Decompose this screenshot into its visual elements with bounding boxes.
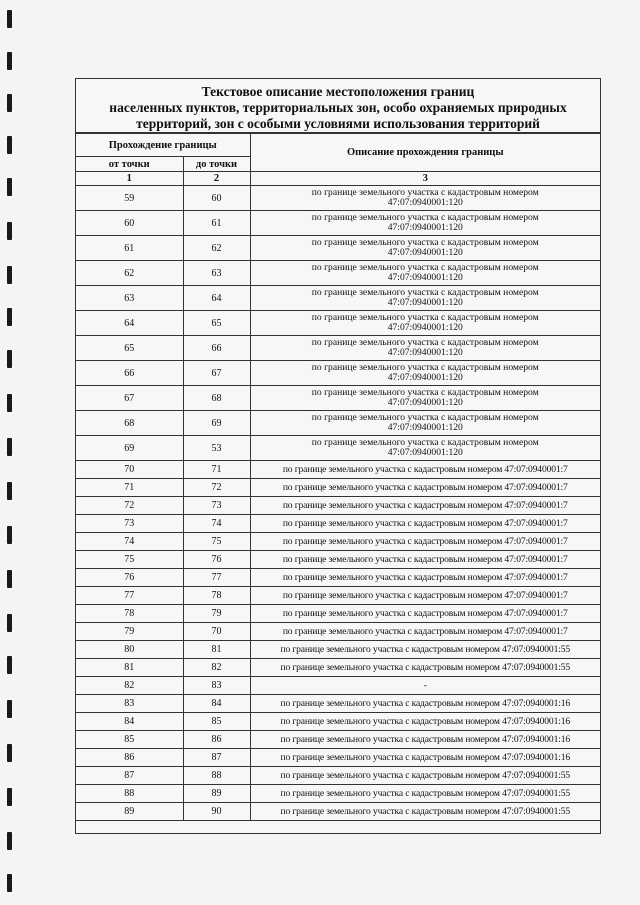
to-point-cell: 60 — [183, 186, 250, 211]
header-boundary-passage: Прохождение границы — [76, 134, 250, 157]
to-point-cell: 62 — [183, 236, 250, 261]
binding-hole-mark — [7, 178, 12, 196]
table-row — [76, 286, 600, 311]
table-row — [76, 361, 600, 386]
from-point-cell: 82 — [76, 677, 183, 695]
binding-hole-mark — [7, 94, 12, 112]
description-line: 47:07:0940001:120 — [387, 197, 463, 208]
description-line: по границе земельного участка с кадастровым номером 47:07:0940001:16 — [280, 715, 571, 727]
to-point-cell: 76 — [183, 551, 250, 569]
table-row — [76, 749, 600, 767]
from-point-cell: 81 — [76, 659, 183, 677]
table-row — [76, 803, 600, 821]
to-point-cell: 90 — [183, 803, 250, 821]
to-point-cell: 85 — [183, 713, 250, 731]
table-row — [76, 731, 600, 749]
description-line: 47:07:0940001:120 — [387, 422, 463, 433]
from-point-cell: 73 — [76, 515, 183, 533]
description-cell — [250, 695, 600, 713]
binding-hole-mark — [7, 700, 12, 718]
binding-hole-mark — [7, 10, 12, 28]
description-line: по границе земельного участка с кадастровым номером — [311, 187, 539, 198]
column-number: 3 — [250, 172, 600, 186]
description-cell — [250, 186, 600, 211]
from-point-cell: 66 — [76, 361, 183, 386]
table-row — [76, 533, 600, 551]
table-row — [76, 479, 600, 497]
description-line: 47:07:0940001:120 — [387, 397, 463, 408]
description-line: 47:07:0940001:120 — [387, 297, 463, 308]
binding-hole-mark — [7, 438, 12, 456]
binding-hole-mark — [7, 308, 12, 326]
binding-hole-mark — [7, 570, 12, 588]
table-row — [76, 659, 600, 677]
table-row — [76, 677, 600, 695]
description-line: по границе земельного участка с кадастровым номером 47:07:0940001:16 — [280, 697, 571, 709]
to-point-cell: 65 — [183, 311, 250, 336]
description-cell — [250, 515, 600, 533]
binding-hole-mark — [7, 788, 12, 806]
description-line: 47:07:0940001:120 — [387, 222, 463, 233]
description-cell — [250, 497, 600, 515]
description-line: по границе земельного участка с кадастровым номером 47:07:0940001:7 — [282, 625, 568, 637]
description-line: по границе земельного участка с кадастровым номером 47:07:0940001:7 — [282, 463, 568, 475]
title-line-1: Текстовое описание местоположения границ — [201, 84, 475, 99]
description-line: по границе земельного участка с кадастровым номером 47:07:0940001:7 — [282, 571, 568, 583]
description-line: по границе земельного участка с кадастровым номером — [311, 387, 539, 398]
binding-hole-mark — [7, 744, 12, 762]
to-point-cell: 82 — [183, 659, 250, 677]
description-line: по границе земельного участка с кадастровым номером 47:07:0940001:7 — [282, 607, 568, 619]
binding-hole-mark — [7, 394, 12, 412]
table-row — [76, 461, 600, 479]
description-cell — [250, 479, 600, 497]
from-point-cell: 67 — [76, 386, 183, 411]
to-point-cell: 66 — [183, 336, 250, 361]
to-point-cell: 74 — [183, 515, 250, 533]
description-cell — [250, 623, 600, 641]
table-row — [76, 515, 600, 533]
description-line: 47:07:0940001:120 — [387, 272, 463, 283]
description-line: 47:07:0940001:120 — [387, 247, 463, 258]
description-cell — [250, 286, 600, 311]
from-point-cell: 78 — [76, 605, 183, 623]
description-line: 47:07:0940001:120 — [387, 447, 463, 458]
from-point-cell: 83 — [76, 695, 183, 713]
from-point-cell: 80 — [76, 641, 183, 659]
to-point-cell: 68 — [183, 386, 250, 411]
description-cell — [250, 641, 600, 659]
description-line: 47:07:0940001:120 — [387, 322, 463, 333]
binding-hole-mark — [7, 222, 12, 240]
table-row — [76, 605, 600, 623]
description-line: по границе земельного участка с кадастровым номером 47:07:0940001:7 — [282, 481, 568, 493]
table-row — [76, 386, 600, 411]
from-point-cell: 84 — [76, 713, 183, 731]
from-point-cell: 59 — [76, 186, 183, 211]
from-point-cell: 69 — [76, 436, 183, 461]
from-point-cell: 76 — [76, 569, 183, 587]
from-point-cell: 87 — [76, 767, 183, 785]
binding-hole-mark — [7, 614, 12, 632]
binding-hole-mark — [7, 482, 12, 500]
table-row — [76, 186, 600, 211]
binding-hole-mark — [7, 656, 12, 674]
to-point-cell: 79 — [183, 605, 250, 623]
description-line: по границе земельного участка с кадастровым номером — [311, 337, 539, 348]
to-point-cell: 81 — [183, 641, 250, 659]
to-point-cell: 88 — [183, 767, 250, 785]
title-line-2: населенных пунктов, территориальных зон, особо охраняемых природных — [109, 100, 567, 115]
to-point-cell: 83 — [183, 677, 250, 695]
document-title — [76, 79, 600, 133]
to-point-cell: 53 — [183, 436, 250, 461]
description-cell — [250, 551, 600, 569]
description-cell — [250, 749, 600, 767]
description-cell — [250, 587, 600, 605]
description-line: по границе земельного участка с кадастровым номером 47:07:0940001:55 — [280, 805, 571, 817]
table-row — [76, 236, 600, 261]
description-cell — [250, 713, 600, 731]
description-cell — [250, 411, 600, 436]
description-cell — [250, 569, 600, 587]
binding-hole-mark — [7, 874, 12, 892]
to-point-cell: 64 — [183, 286, 250, 311]
description-line: по границе земельного участка с кадастровым номером 47:07:0940001:55 — [280, 661, 571, 673]
description-cell — [250, 236, 600, 261]
table-row — [76, 785, 600, 803]
to-point-cell: 86 — [183, 731, 250, 749]
to-point-cell: 61 — [183, 211, 250, 236]
from-point-cell: 63 — [76, 286, 183, 311]
from-point-cell: 74 — [76, 533, 183, 551]
header-description: Описание прохождения границы — [250, 134, 600, 172]
binding-hole-mark — [7, 266, 12, 284]
table-row — [76, 261, 600, 286]
table-row — [76, 497, 600, 515]
description-line: по границе земельного участка с кадастровым номером — [311, 287, 539, 298]
description-line: по границе земельного участка с кадастровым номером 47:07:0940001:7 — [282, 589, 568, 601]
table-row — [76, 311, 600, 336]
description-cell — [250, 211, 600, 236]
from-point-cell: 60 — [76, 211, 183, 236]
description-line: по границе земельного участка с кадастровым номером — [311, 212, 539, 223]
description-cell — [250, 386, 600, 411]
to-point-cell: 84 — [183, 695, 250, 713]
description-cell — [250, 803, 600, 821]
description-line: по границе земельного участка с кадастровым номером 47:07:0940001:55 — [280, 787, 571, 799]
table-row — [76, 411, 600, 436]
description-cell — [250, 767, 600, 785]
binding-hole-mark — [7, 832, 12, 850]
to-point-cell: 78 — [183, 587, 250, 605]
from-point-cell: 89 — [76, 803, 183, 821]
description-line: по границе земельного участка с кадастровым номером — [311, 412, 539, 423]
description-cell — [250, 261, 600, 286]
from-point-cell: 62 — [76, 261, 183, 286]
to-point-cell: 71 — [183, 461, 250, 479]
table-row — [76, 336, 600, 361]
from-point-cell: 77 — [76, 587, 183, 605]
table-row — [76, 569, 600, 587]
from-point-cell: 65 — [76, 336, 183, 361]
binding-hole-mark — [7, 136, 12, 154]
description-cell — [250, 461, 600, 479]
binding-holes — [0, 0, 22, 905]
description-line: по границе земельного участка с кадастровым номером 47:07:0940001:16 — [280, 751, 571, 763]
description-line: по границе земельного участка с кадастровым номером 47:07:0940001:55 — [280, 769, 571, 781]
binding-hole-mark — [7, 52, 12, 70]
title-line-3: территорий, зон с особыми условиями использования территорий — [136, 116, 540, 131]
description-cell — [250, 436, 600, 461]
from-point-cell: 75 — [76, 551, 183, 569]
description-cell — [250, 311, 600, 336]
description-cell — [250, 677, 600, 695]
description-line: по границе земельного участка с кадастровым номером — [311, 312, 539, 323]
from-point-cell: 71 — [76, 479, 183, 497]
description-cell — [250, 336, 600, 361]
table-row — [76, 211, 600, 236]
table-body — [76, 186, 600, 821]
from-point-cell: 88 — [76, 785, 183, 803]
boundary-table — [76, 133, 600, 821]
description-line: по границе земельного участка с кадастровым номером 47:07:0940001:7 — [282, 499, 568, 511]
table-row — [76, 713, 600, 731]
to-point-cell: 67 — [183, 361, 250, 386]
to-point-cell: 89 — [183, 785, 250, 803]
to-point-cell: 70 — [183, 623, 250, 641]
description-line: по границе земельного участка с кадастровым номером — [311, 437, 539, 448]
description-line: по границе земельного участка с кадастровым номером — [311, 237, 539, 248]
to-point-cell: 72 — [183, 479, 250, 497]
binding-hole-mark — [7, 526, 12, 544]
from-point-cell: 64 — [76, 311, 183, 336]
to-point-cell: 73 — [183, 497, 250, 515]
header-to-point: до точки — [183, 157, 250, 172]
description-line: по границе земельного участка с кадастровым номером 47:07:0940001:7 — [282, 535, 568, 547]
description-cell — [250, 659, 600, 677]
header-from-point: от точки — [76, 157, 183, 172]
table-row — [76, 587, 600, 605]
description-cell — [250, 731, 600, 749]
to-point-cell: 63 — [183, 261, 250, 286]
from-point-cell: 79 — [76, 623, 183, 641]
table-row — [76, 623, 600, 641]
table-row — [76, 551, 600, 569]
description-line: по границе земельного участка с кадастровым номером 47:07:0940001:7 — [282, 517, 568, 529]
column-number: 1 — [76, 172, 183, 186]
document-frame — [75, 78, 601, 834]
table-row — [76, 767, 600, 785]
description-cell — [250, 361, 600, 386]
description-line: - — [423, 679, 427, 691]
description-cell — [250, 533, 600, 551]
from-point-cell: 86 — [76, 749, 183, 767]
to-point-cell: 77 — [183, 569, 250, 587]
binding-hole-mark — [7, 350, 12, 368]
to-point-cell: 87 — [183, 749, 250, 767]
description-line: по границе земельного участка с кадастровым номером — [311, 262, 539, 273]
description-cell — [250, 785, 600, 803]
description-line: 47:07:0940001:120 — [387, 347, 463, 358]
description-line: по границе земельного участка с кадастровым номером 47:07:0940001:16 — [280, 733, 571, 745]
description-line: по границе земельного участка с кадастровым номером 47:07:0940001:7 — [282, 553, 568, 565]
to-point-cell: 75 — [183, 533, 250, 551]
table-row — [76, 695, 600, 713]
from-point-cell: 68 — [76, 411, 183, 436]
from-point-cell: 72 — [76, 497, 183, 515]
description-line: по границе земельного участка с кадастровым номером — [311, 362, 539, 373]
description-line: по границе земельного участка с кадастровым номером 47:07:0940001:55 — [280, 643, 571, 655]
from-point-cell: 85 — [76, 731, 183, 749]
column-number: 2 — [183, 172, 250, 186]
from-point-cell: 61 — [76, 236, 183, 261]
description-cell — [250, 605, 600, 623]
description-line: 47:07:0940001:120 — [387, 372, 463, 383]
from-point-cell: 70 — [76, 461, 183, 479]
to-point-cell: 69 — [183, 411, 250, 436]
table-row — [76, 436, 600, 461]
table-row — [76, 641, 600, 659]
